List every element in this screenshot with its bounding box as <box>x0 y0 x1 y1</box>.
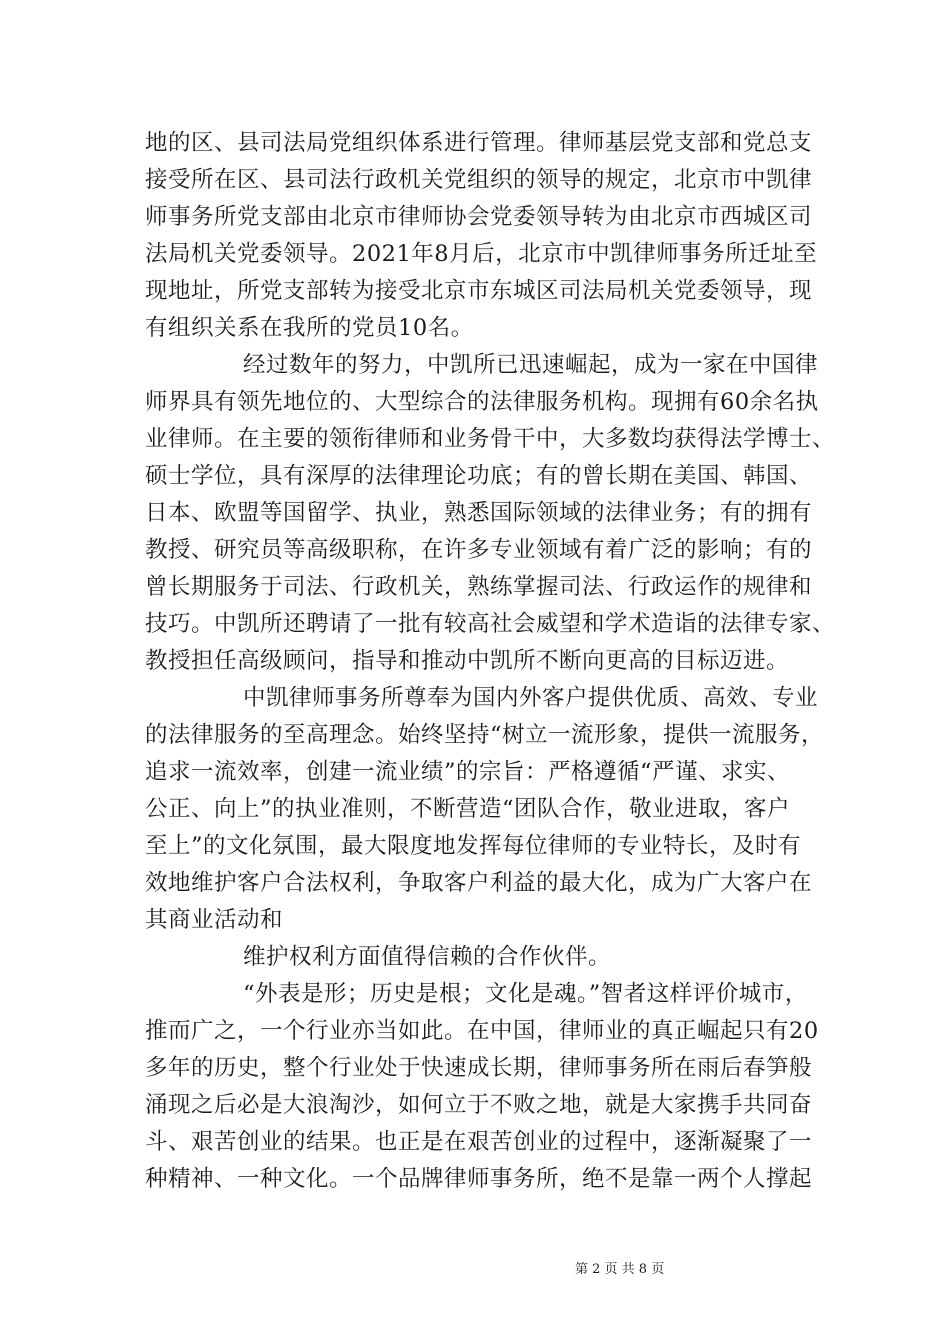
text-line: 硕士学位，具有深厚的法律理论功底；有的曾长期在美国、韩国、 <box>145 463 813 489</box>
text-line: 教授、研究员等高级职称，在许多专业领域有着广泛的影响；有的 <box>145 537 813 563</box>
text-line: 维护权利方面值得信赖的合作伙伴。 <box>243 944 612 970</box>
text-line: 多年的历史，整个行业处于快速成长期，律师事务所在雨后春笋般 <box>145 1055 813 1081</box>
text-line: 法局机关党委领导。2021年8月后，北京市中凯律师事务所迁址至 <box>145 241 818 267</box>
text-line: 有组织关系在我所的党员10名。 <box>145 315 474 341</box>
text-line: 中凯律师事务所尊奉为国内外客户提供优质、高效、专业 <box>243 685 819 711</box>
text-line: 种精神、一种文化。一个品牌律师事务所，绝不是靠一两个人撑起 <box>145 1166 813 1192</box>
text-line: 斗、艰苦创业的结果。也正是在艰苦创业的过程中，逐渐凝聚了一 <box>145 1129 813 1155</box>
text-line: 追求一流效率，创建一流业绩”的宗旨：严格遵循“严谨、求实、 <box>145 759 791 785</box>
text-line: 公正、向上”的执业准则，不断营造“团队合作，敬业进取，客户 <box>145 796 791 822</box>
text-line: 效地维护客户合法权利，争取客户利益的最大化，成为广大客户在 <box>145 870 813 896</box>
text-line: 曾长期服务于司法、行政机关，熟练掌握司法、行政运作的规律和 <box>145 574 813 600</box>
text-line: 推而广之，一个行业亦当如此。在中国，律师业的真正崛起只有20 <box>145 1018 819 1044</box>
text-line: 接受所在区、县司法行政机关党组织的领导的规定，北京市中凯律 <box>145 167 813 193</box>
text-line: 地的区、县司法局党组织体系进行管理。律师基层党支部和党总支 <box>145 130 813 156</box>
text-line: 日本、欧盟等国留学、执业，熟悉国际领域的法律业务；有的拥有 <box>145 500 813 526</box>
text-line: 师事务所党支部由北京市律师协会党委领导转为由北京市西城区司 <box>145 204 813 230</box>
text-line: 涌现之后必是大浪淘沙，如何立于不败之地，就是大家携手共同奋 <box>145 1092 813 1118</box>
text-line: 其商业活动和 <box>145 907 284 933</box>
text-line: 至上”的文化氛围，最大限度地发挥每位律师的专业特长，及时有 <box>145 833 802 859</box>
text-line: 业律师。在主要的领衔律师和业务骨干中，大多数均获得法学博士、 <box>145 426 836 452</box>
page-number-footer: 第 2 页 共 8 页 <box>575 1262 665 1277</box>
text-line: 教授担任高级顾问，指导和推动中凯所不断向更高的目标迈进。 <box>145 648 790 674</box>
text-line: 师界具有领先地位的、大型综合的法律服务机构。现拥有60余名执 <box>145 389 819 415</box>
text-line: 现地址，所党支部转为接受北京市东城区司法局机关党委领导，现 <box>145 278 813 304</box>
text-line: 的法律服务的至高理念。始终坚持“树立一流形象，提供一流服务， <box>145 722 825 748</box>
text-line: 技巧。中凯所还聘请了一批有较高社会威望和学术造诣的法律专家、 <box>145 611 836 637</box>
text-line: 经过数年的努力，中凯所已迅速崛起，成为一家在中国律 <box>243 352 819 378</box>
text-line: “外表是形；历史是根；文化是魂。”智者这样评价城市， <box>243 981 808 1007</box>
